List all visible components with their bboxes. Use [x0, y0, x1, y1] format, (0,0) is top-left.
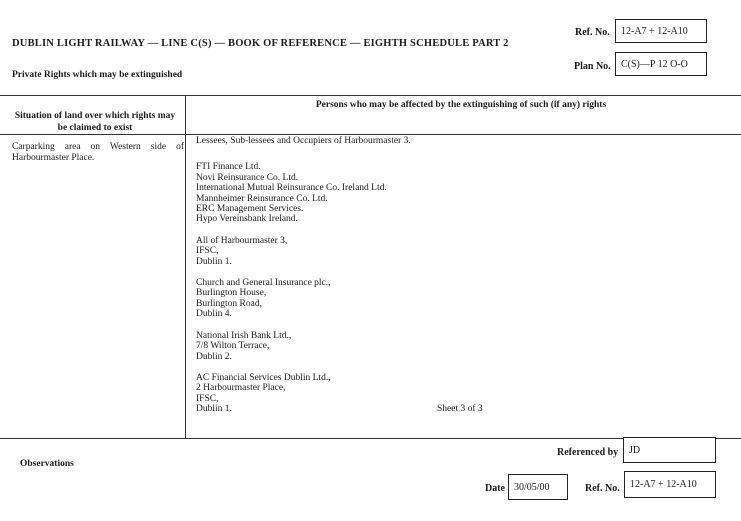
person-line: 2 Harbourmaster Place, — [196, 383, 286, 394]
person-line: FTI Finance Ltd. — [196, 162, 261, 173]
person-group — [196, 278, 706, 320]
person-line: Hypo Vereinsbank Ireland. — [196, 214, 298, 225]
person-line: AC Financial Services Dublin Ltd., — [196, 372, 331, 383]
persons-groups — [196, 162, 706, 414]
column-header-persons: Persons who may be affected by the extinguishing of such (if any) rights — [315, 100, 607, 110]
document-title: DUBLIN LIGHT RAILWAY — LINE C(S) — BOOK OF REFERENCE — EIGHTH SCHEDULE PART 2 — [12, 38, 509, 49]
referenced-by-label: Referenced by — [557, 447, 619, 458]
person-line: Dublin 4. — [196, 309, 232, 320]
person-line: Church and General Insurance plc., — [196, 278, 331, 289]
column-header-situation: Situation of land over which rights may be claimed to exist — [14, 111, 176, 133]
person-line: Dublin 1. — [196, 256, 232, 267]
plan-no-label: Plan No. — [574, 61, 611, 72]
date-box: 30/05/00 — [508, 474, 568, 500]
sheet-number: Sheet 3 of 3 — [437, 404, 483, 414]
table-header-rule — [0, 134, 741, 135]
person-line: Mannheimer Reinsurance Co. Ltd. — [196, 193, 328, 204]
person-line: Burlington House, — [196, 288, 267, 299]
person-line: All of Harbourmaster 3, — [196, 235, 288, 246]
situation-text: Carparking area on Western side of Harbourmaster Place. — [12, 142, 184, 163]
person-group — [196, 162, 706, 224]
person-line: National Irish Bank Ltd., — [196, 330, 292, 341]
plan-no-box: C(S)—P 12 O-O — [615, 52, 707, 76]
person-line: IFSC, — [196, 393, 219, 404]
persons-list — [196, 136, 706, 415]
ref-no-label: Ref. No. — [575, 27, 610, 38]
person-group — [196, 236, 706, 267]
person-group — [196, 331, 706, 362]
footer-ref-no-label: Ref. No. — [585, 483, 620, 494]
person-line: ERC Management Services. — [196, 204, 304, 215]
observations-label: Observations — [20, 459, 74, 469]
footer-ref-no-box: 12-A7 + 12-A10 — [624, 471, 716, 498]
person-line: Dublin 2. — [196, 351, 232, 362]
column-divider — [185, 95, 186, 438]
person-line: Dublin 1. — [196, 404, 232, 415]
person-line: 7/8 Wilton Terrace, — [196, 341, 270, 352]
table-top-rule — [0, 95, 741, 96]
person-line: Burlington Road, — [196, 298, 262, 309]
person-line: Novi Reinsurance Co. Ltd. — [196, 172, 299, 183]
referenced-by-box: JD — [623, 437, 716, 463]
person-line: International Mutual Reinsurance Co. Ireland Ltd. — [196, 183, 387, 194]
persons-intro: Lessees, Sub-lessees and Occupiers of Harbourmaster 3. — [196, 136, 411, 146]
ref-no-box: 12-A7 + 12-A10 — [615, 19, 707, 43]
document-subtitle: Private Rights which may be extinguished — [12, 70, 183, 80]
date-label: Date — [485, 483, 505, 494]
person-line: IFSC, — [196, 246, 219, 257]
